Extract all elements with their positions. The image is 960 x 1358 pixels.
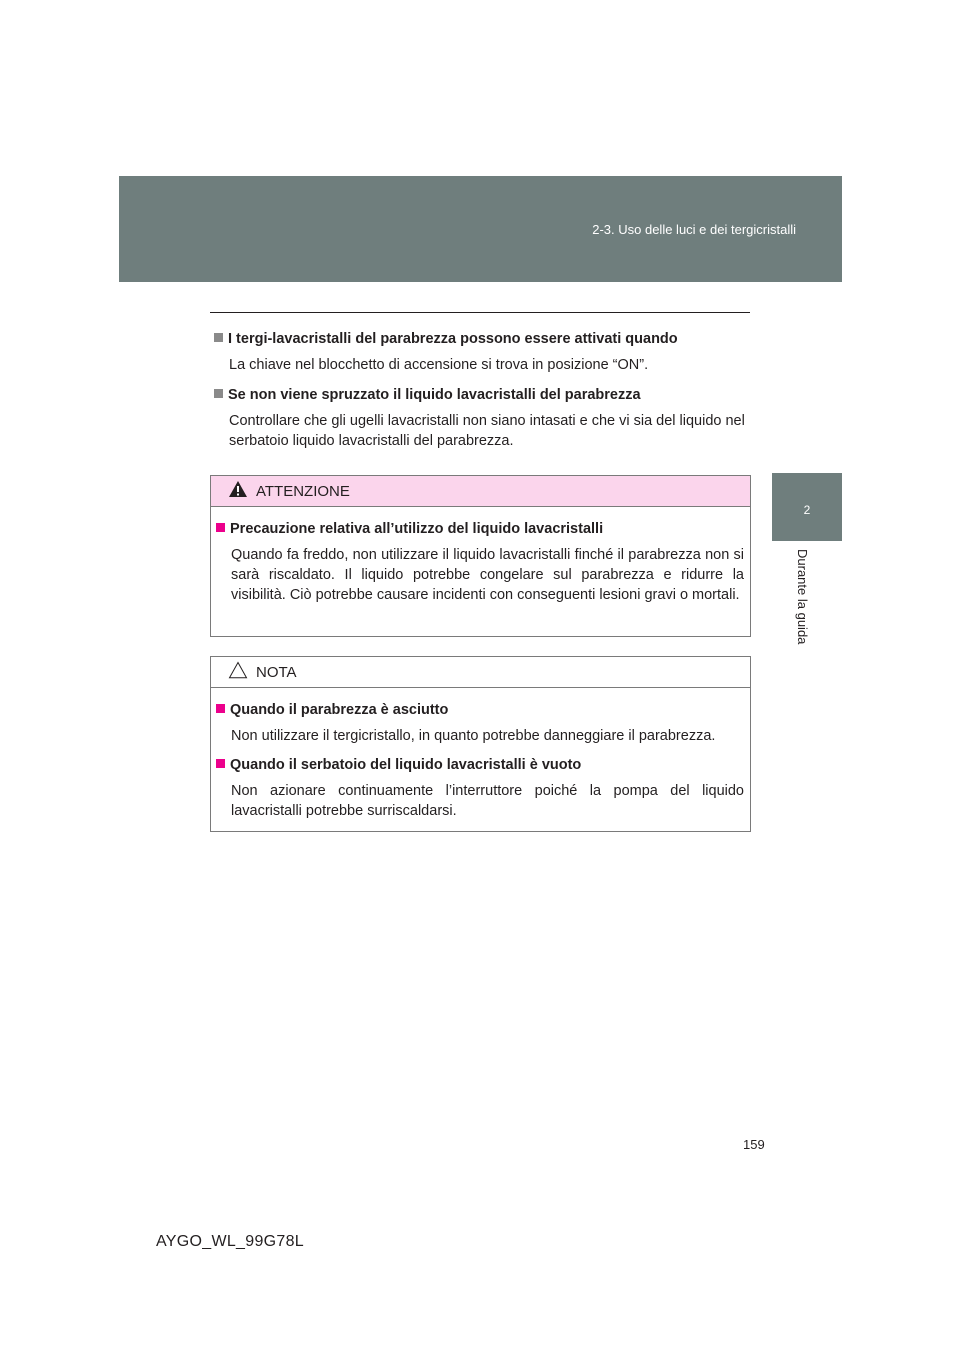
info-item-body: La chiave nel blocchetto di accensione si trova in posizione “ON”.	[229, 357, 649, 373]
attenzione-item	[216, 519, 744, 605]
chapter-number: 2	[803, 503, 811, 517]
warning-triangle-filled-icon	[228, 480, 248, 502]
nota-title: NOTA	[256, 663, 297, 681]
square-bullet-icon	[216, 704, 225, 713]
attenzione-box	[210, 475, 751, 637]
section-divider	[210, 312, 750, 313]
chapter-tab	[772, 473, 842, 541]
info-item-body: Controllare che gli ugelli lavacristalli non siano intasati e che vi sia del liquido nel serbatoio liquido lavacristalli del parabrezza.	[229, 413, 745, 449]
square-bullet-icon	[216, 759, 225, 768]
nota-item-heading	[216, 700, 744, 720]
nota-item-body: Non utilizzare il tergicristallo, in quanto potrebbe danneggiare il parabrezza.	[231, 728, 716, 744]
nota-item-body: Non azionare continuamente l’interruttore poiché la pompa del liquido lavacristalli potrebbe surriscaldarsi.	[231, 783, 744, 819]
square-bullet-icon	[216, 523, 225, 532]
nota-item-heading-text: Quando il serbatoio del liquido lavacristalli è vuoto	[230, 757, 582, 773]
nota-header	[211, 657, 750, 688]
info-item-heading	[214, 329, 746, 349]
attenzione-title: ATTENZIONE	[256, 482, 350, 500]
header-band	[119, 176, 842, 282]
document-code: AYGO_WL_99G78L	[156, 1233, 304, 1250]
nota-body	[211, 688, 750, 840]
info-item-heading-text: I tergi-lavacristalli del parabrezza possono essere attivati quando	[228, 331, 678, 347]
chapter-label: Durante la guida	[795, 549, 810, 645]
section-title: 2-3. Uso delle luci e dei tergicristalli	[592, 222, 796, 237]
info-item	[214, 385, 746, 451]
square-bullet-icon	[214, 333, 223, 342]
square-bullet-icon	[214, 389, 223, 398]
nota-item-heading	[216, 755, 744, 775]
info-item-heading	[214, 385, 746, 405]
attenzione-item-heading	[216, 519, 744, 539]
info-section	[214, 329, 746, 461]
attenzione-item-heading-text: Precauzione relativa all’utilizzo del liquido lavacristalli	[230, 521, 604, 537]
info-item-heading-text: Se non viene spruzzato il liquido lavacristalli del parabrezza	[228, 387, 641, 403]
attenzione-header	[211, 476, 750, 507]
nota-item	[216, 755, 744, 821]
info-item	[214, 329, 746, 375]
attenzione-body	[211, 507, 750, 624]
attenzione-item-body: Quando fa freddo, non utilizzare il liquido lavacristalli finché il parabrezza non si sarà riscaldato. Il liquido potrebbe congelare sul parabrezza e ridurre la visibilità. Ciò potrebbe causare incidenti con conseguenti lesioni gravi o mortali.	[231, 547, 744, 603]
nota-item	[216, 700, 744, 746]
nota-box	[210, 656, 751, 832]
page-number: 159	[743, 1137, 765, 1152]
warning-triangle-outline-icon	[228, 661, 248, 683]
nota-item-heading-text: Quando il parabrezza è asciutto	[230, 702, 449, 718]
